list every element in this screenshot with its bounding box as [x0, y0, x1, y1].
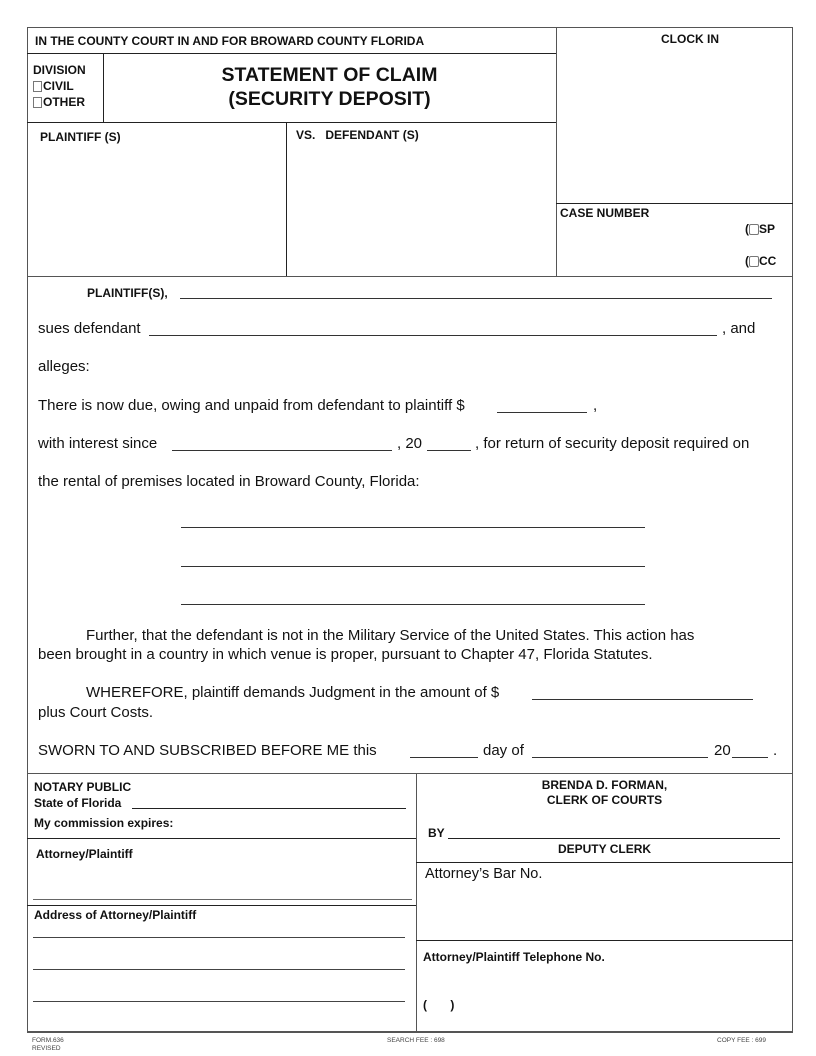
sp-label: SP	[759, 222, 776, 236]
sues-defendant-text: sues defendant	[38, 320, 141, 337]
frame-top	[27, 27, 793, 28]
frame-bottom	[27, 1031, 793, 1033]
signature-section-divider	[27, 773, 793, 774]
attorney-divider	[27, 905, 416, 906]
premises-address-line-1[interactable]	[181, 527, 645, 528]
sp-checkbox[interactable]	[749, 224, 759, 235]
copy-fee: COPY FEE : 699	[717, 1037, 767, 1044]
defendant-name-line[interactable]	[149, 335, 717, 336]
defendant-header	[296, 128, 419, 142]
bar-number-field[interactable]	[420, 886, 788, 936]
sp-paren: (	[745, 222, 749, 236]
vs-label: VS.	[296, 128, 316, 142]
signature-center-divider	[416, 773, 417, 1031]
address-line-2[interactable]	[33, 969, 405, 970]
attorney-signature-line[interactable]	[33, 899, 412, 900]
attorney-plaintiff-label: Attorney/Plaintiff	[36, 847, 133, 861]
interest-date-line[interactable]	[172, 450, 392, 451]
sworn-text: SWORN TO AND SUBSCRIBED BEFORE ME this	[38, 742, 377, 759]
case-cc-option[interactable]	[745, 254, 776, 268]
phone-close-paren: )	[450, 998, 455, 1012]
address-line-3[interactable]	[33, 1001, 405, 1002]
wherefore-text: WHEREFORE, plaintiff demands Judgment in the amount of $	[86, 684, 500, 701]
parties-divider	[286, 122, 287, 276]
judgment-amount-line[interactable]	[532, 699, 753, 700]
year-prefix-text: , 20	[397, 435, 423, 452]
deputy-clerk-label: DEPUTY CLERK	[557, 842, 652, 856]
interest-since-text: with interest since	[38, 435, 158, 452]
clerk-name: BRENDA D. FORMAN,	[541, 778, 668, 792]
civil-label: CIVIL	[43, 79, 74, 93]
header-bottom-divider	[27, 276, 793, 277]
premises-address-line-2[interactable]	[181, 566, 645, 567]
court-row-divider	[27, 53, 556, 54]
clock-divider	[556, 27, 557, 276]
cc-paren: (	[745, 254, 749, 268]
frame-right	[792, 27, 793, 1031]
clock-in-field	[560, 50, 790, 200]
title-line-1: STATEMENT OF CLAIM	[221, 64, 438, 86]
case-number-divider	[556, 203, 793, 204]
alleges-text: alleges:	[38, 358, 90, 375]
deputy-clerk-signature-line[interactable]	[448, 838, 780, 839]
military-line-1: Further, that the defendant is not in the Military Service of the United States. This action has	[86, 627, 695, 644]
division-other-option[interactable]	[33, 95, 85, 109]
notary-signature-line[interactable]	[132, 808, 406, 809]
military-line-2: been brought in a country in which venue is proper, pursuant to Chapter 47, Florida Statutes.	[38, 646, 653, 663]
plaintiffs-name-line[interactable]	[180, 298, 772, 299]
bar-divider	[416, 940, 793, 941]
revised-label: REVISED	[32, 1045, 61, 1052]
amount-due-line[interactable]	[497, 412, 587, 413]
clerk-title: CLERK OF COURTS	[546, 793, 663, 807]
amount-due-text: There is now due, owing and unpaid from defendant to plaintiff $	[38, 397, 465, 414]
cc-checkbox[interactable]	[749, 256, 759, 267]
telephone-label: Attorney/Plaintiff Telephone No.	[423, 950, 605, 964]
defendant-label: DEFENDANT (S)	[325, 128, 419, 142]
plaintiff-label: PLAINTIFF (S)	[40, 130, 121, 144]
plaintiffs-inline-label: PLAINTIFF(S),	[87, 286, 168, 300]
day-of-text: day of	[483, 742, 524, 759]
form-number-block	[32, 1037, 64, 1053]
frame-left	[27, 27, 28, 1031]
bar-number-label: Attorney’s Bar No.	[425, 866, 543, 882]
state-of-florida-label: State of Florida	[34, 796, 122, 810]
division-label: DIVISION	[33, 63, 86, 77]
other-label: OTHER	[43, 95, 85, 109]
sworn-day-line[interactable]	[410, 757, 478, 758]
case-sp-option[interactable]	[745, 222, 775, 236]
clerk-block	[416, 778, 793, 808]
address-line-1[interactable]	[33, 937, 405, 938]
search-fee: SEARCH FEE : 698	[387, 1037, 445, 1044]
premises-address-line-3[interactable]	[181, 604, 645, 605]
notary-divider	[27, 838, 416, 839]
premises-text: the rental of premises located in Broward County, Florida:	[38, 473, 420, 490]
address-attorney-label: Address of Attorney/Plaintiff	[34, 908, 197, 922]
form-number: FORM.636	[32, 1037, 64, 1044]
division-civil-option[interactable]	[33, 79, 74, 93]
defendant-field[interactable]	[290, 146, 552, 272]
case-number-label: CASE NUMBER	[560, 206, 650, 220]
amount-due-comma: ,	[593, 397, 598, 414]
civil-checkbox[interactable]	[33, 81, 42, 92]
sworn-month-line[interactable]	[532, 757, 708, 758]
by-label: BY	[428, 826, 445, 840]
sworn-year-line[interactable]	[732, 757, 768, 758]
notary-public-label: NOTARY PUBLIC	[34, 780, 132, 794]
interest-year-line[interactable]	[427, 450, 471, 451]
plaintiff-field[interactable]	[30, 148, 282, 272]
return-deposit-text: , for return of security deposit required on	[475, 435, 750, 452]
clock-in-label: CLOCK IN	[661, 32, 719, 46]
other-checkbox[interactable]	[33, 97, 42, 108]
telephone-field[interactable]	[423, 998, 454, 1012]
clerk-divider	[416, 862, 793, 863]
phone-open-paren: (	[423, 998, 427, 1012]
and-text: , and	[722, 320, 756, 337]
commission-expires-label: My commission expires:	[34, 816, 174, 830]
court-name: IN THE COUNTY COURT IN AND FOR BROWARD COUNTY FLORIDA	[35, 34, 425, 48]
title-row-divider	[27, 122, 556, 123]
case-number-field[interactable]	[560, 222, 740, 272]
sworn-year-prefix: 20	[714, 742, 731, 759]
title-line-2: (SECURITY DEPOSIT)	[228, 88, 431, 110]
form-title	[103, 63, 556, 111]
court-costs-text: plus Court Costs.	[38, 704, 154, 721]
cc-label: CC	[759, 254, 777, 268]
sworn-period: .	[773, 742, 778, 759]
